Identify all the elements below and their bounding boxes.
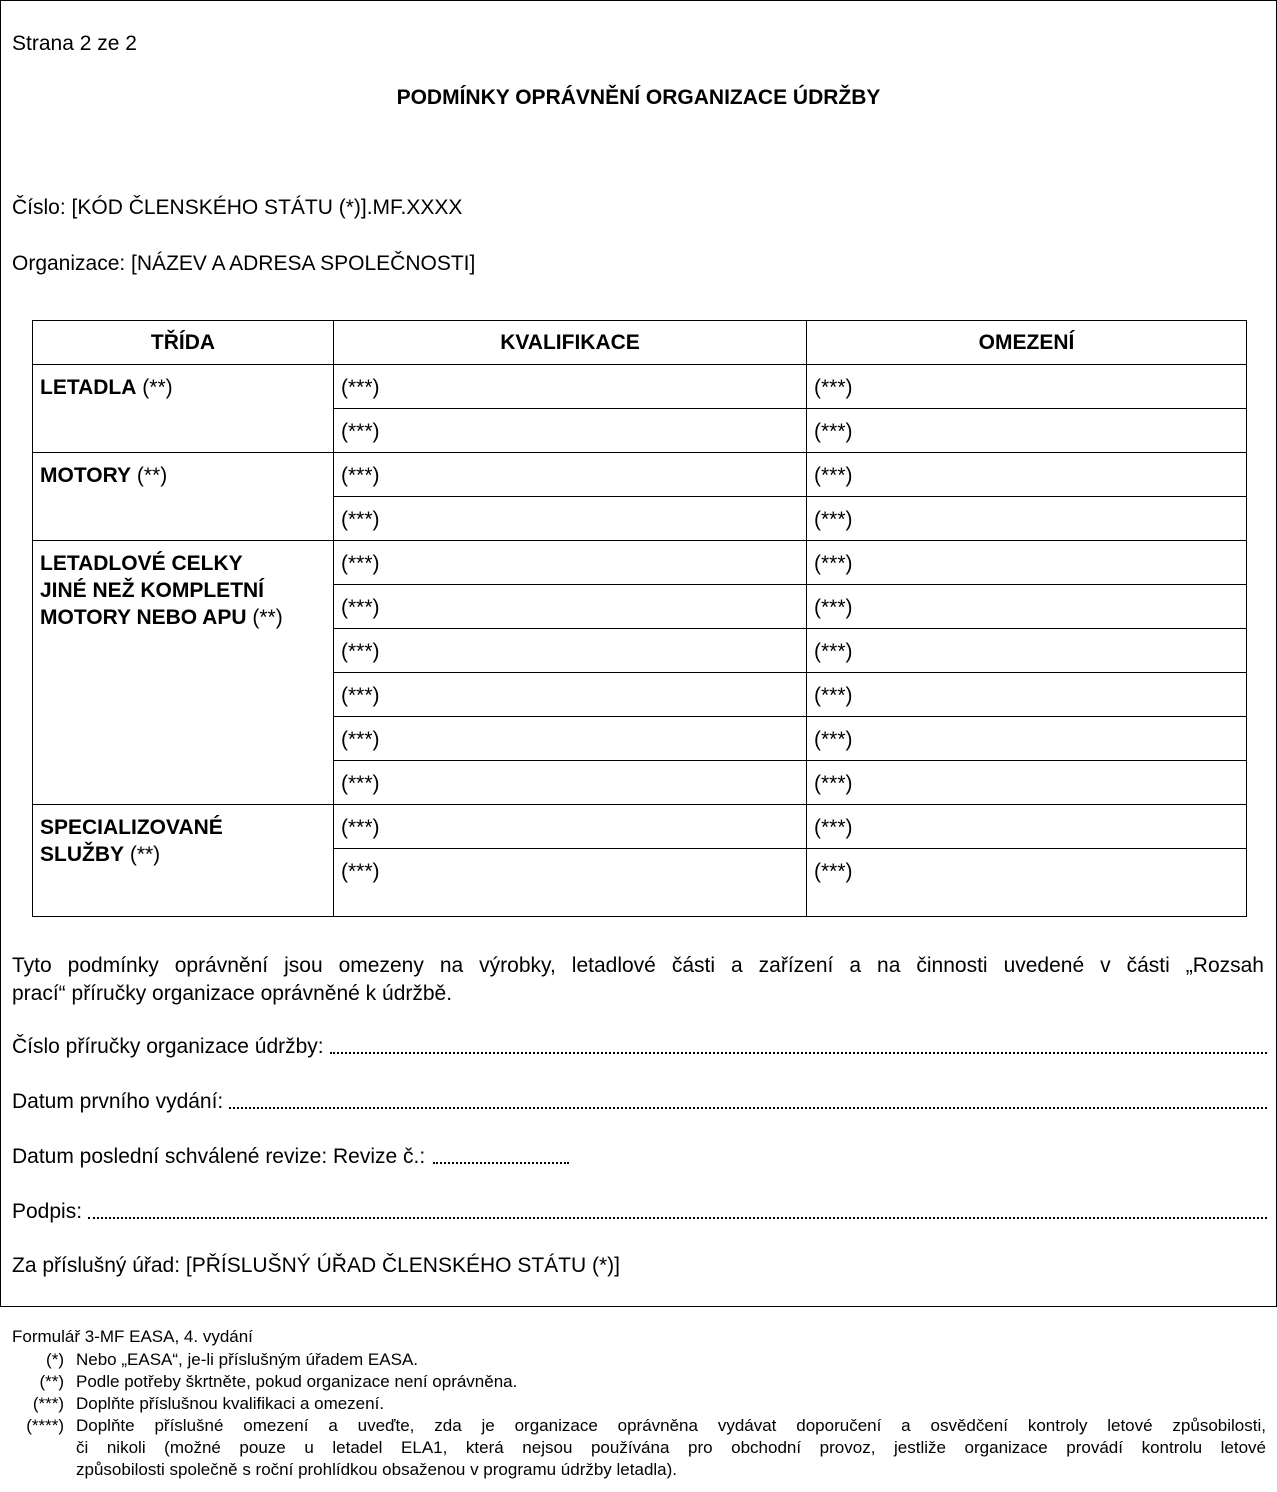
class-cell [33, 365, 334, 453]
first-issue-field[interactable] [229, 1089, 1267, 1109]
footnote-line: způsobilosti společně s roční prohlídkou obsaženou v programu údržby letadla). [76, 1460, 678, 1479]
kvalifikace-cell[interactable]: (***) [334, 805, 807, 849]
kvalifikace-cell[interactable]: (***) [334, 453, 807, 497]
header-trida: TŘÍDA [33, 321, 334, 365]
footnote-text [76, 1415, 1266, 1481]
kvalifikace-cell[interactable]: (***) [334, 673, 807, 717]
omezeni-cell[interactable]: (***) [807, 453, 1247, 497]
revision-number-field[interactable] [433, 1144, 569, 1164]
class-name: SPECIALIZOVANÉ [40, 816, 223, 839]
manual-number-row [12, 1034, 1267, 1060]
last-revision-row [12, 1144, 569, 1170]
footnote-mark: (****) [26, 1416, 64, 1435]
class-cell [33, 541, 334, 805]
table-header-row [33, 321, 1247, 365]
footnote-line: Nebo „EASA“, je-li příslušným úřadem EASA. [76, 1350, 419, 1369]
first-issue-row [12, 1089, 1267, 1115]
footnote-line: Doplňte příslušnou kvalifikaci a omezení. [76, 1394, 385, 1413]
class-name: LETADLOVÉ CELKY [40, 552, 243, 575]
omezeni-cell[interactable]: (***) [807, 717, 1247, 761]
footnote-line: Podle potřeby škrtněte, pokud organizace není oprávněna. [76, 1372, 518, 1391]
manual-number-field[interactable] [330, 1034, 1267, 1054]
class-name: MOTORY NEBO APU [40, 606, 247, 629]
footnote-line: či nikoli (možné pouze u letadel ELA1, která nejsou používána pro obchodní provoz, jestliže organizace provádí kontrolu letové [76, 1438, 1266, 1457]
manual-number-label: Číslo příručky organizace údržby: [12, 1035, 324, 1058]
signature-field[interactable] [88, 1199, 1267, 1219]
omezeni-cell[interactable]: (***) [807, 849, 1247, 917]
authority-line: Za příslušný úřad: [PŘÍSLUŠNÝ ÚŘAD ČLENSKÉHO STÁTU (*)] [12, 1254, 620, 1277]
kvalifikace-cell[interactable]: (***) [334, 717, 807, 761]
approval-number: Číslo: [KÓD ČLENSKÉHO STÁTU (*)].MF.XXXX [12, 196, 463, 219]
approval-table [32, 320, 1247, 917]
paragraph-line: Tyto podmínky oprávnění jsou omezeny na výrobky, letadlové části a zařízení a na činnosti uvedené v části „Rozsah [12, 954, 1264, 977]
class-suffix: (**) [142, 376, 173, 399]
table-row [33, 453, 1247, 497]
footnote-mark: (***) [32, 1394, 64, 1413]
class-suffix: (**) [129, 843, 161, 866]
kvalifikace-cell[interactable]: (***) [334, 497, 807, 541]
footnote [12, 1371, 1266, 1393]
class-name: SLUŽBY [40, 843, 124, 866]
kvalifikace-cell[interactable]: (***) [334, 365, 807, 409]
footnote-text [76, 1371, 1266, 1393]
kvalifikace-cell[interactable]: (***) [334, 761, 807, 805]
class-suffix: (**) [252, 606, 283, 629]
omezeni-cell[interactable]: (***) [807, 541, 1247, 585]
form-identifier: Formulář 3-MF EASA, 4. vydání [12, 1327, 253, 1346]
omezeni-cell[interactable]: (***) [807, 673, 1247, 717]
class-name: LETADLA [40, 376, 137, 399]
class-name: JINÉ NEŽ KOMPLETNÍ [40, 579, 265, 602]
kvalifikace-cell[interactable]: (***) [334, 409, 807, 453]
scope-paragraph [12, 952, 1264, 1008]
omezeni-cell[interactable]: (***) [807, 365, 1247, 409]
header-omezeni: OMEZENÍ [807, 321, 1247, 365]
footnote-text [76, 1349, 1266, 1371]
document-title: PODMÍNKY OPRÁVNĚNÍ ORGANIZACE ÚDRŽBY [396, 86, 881, 109]
omezeni-cell[interactable]: (***) [807, 409, 1247, 453]
omezeni-cell[interactable]: (***) [807, 585, 1247, 629]
last-revision-label: Datum poslední schválené revize: Revize č.: [12, 1145, 426, 1168]
omezeni-cell[interactable]: (***) [807, 761, 1247, 805]
page-label: Strana 2 ze 2 [12, 32, 137, 55]
kvalifikace-cell[interactable]: (***) [334, 849, 807, 917]
class-suffix: (**) [136, 464, 168, 487]
footnote-text [76, 1393, 1266, 1415]
table-row [33, 541, 1247, 585]
table-row [33, 365, 1247, 409]
signature-label: Podpis: [12, 1200, 83, 1223]
class-name: MOTORY [40, 464, 132, 487]
paragraph-line: prací“ příručky organizace oprávněné k údržbě. [12, 982, 453, 1005]
footnote-line: Doplňte příslušné omezení a uveďte, zda je organizace oprávněna vydávat doporučení a osvědčení kontroly letové způsobilosti, [76, 1416, 1266, 1435]
first-issue-label: Datum prvního vydání: [12, 1090, 224, 1113]
footnote-mark: (*) [46, 1350, 64, 1369]
kvalifikace-cell[interactable]: (***) [334, 585, 807, 629]
footnote [12, 1415, 1266, 1481]
footnote [12, 1393, 1266, 1415]
footnote [12, 1349, 1266, 1371]
organisation-line: Organizace: [NÁZEV A ADRESA SPOLEČNOSTI] [12, 252, 476, 275]
kvalifikace-cell[interactable]: (***) [334, 541, 807, 585]
signature-row [12, 1199, 1267, 1225]
class-cell [33, 805, 334, 917]
class-cell [33, 453, 334, 541]
omezeni-cell[interactable]: (***) [807, 497, 1247, 541]
footnote-mark: (**) [39, 1372, 64, 1391]
kvalifikace-cell[interactable]: (***) [334, 629, 807, 673]
header-kvalifikace: KVALIFIKACE [334, 321, 807, 365]
table-row [33, 805, 1247, 849]
omezeni-cell[interactable]: (***) [807, 629, 1247, 673]
omezeni-cell[interactable]: (***) [807, 805, 1247, 849]
